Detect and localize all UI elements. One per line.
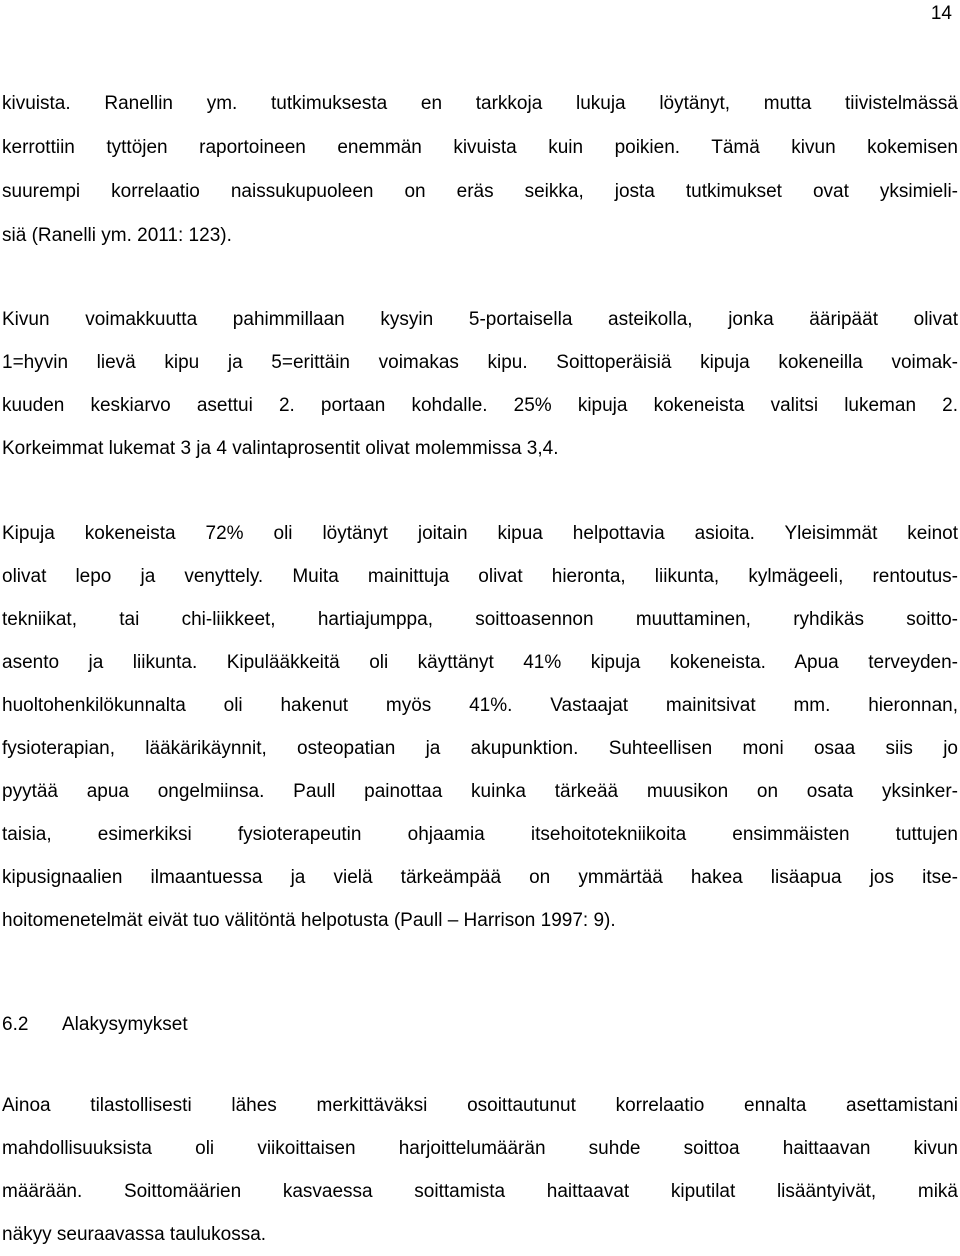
text-line: pyytää apua ongelmiinsa. Paull painottaa kuinka tärkeää muusikon on osata yksinker- bbox=[2, 781, 958, 802]
text-line: näkyy seuraavassa taulukossa. bbox=[2, 1224, 267, 1245]
text-line: määrään. Soittomäärien kasvaessa soittamista haittaavat kiputilat lisääntyivät, mikä bbox=[2, 1181, 958, 1202]
text-line: asento ja liikunta. Kipulääkkeitä oli käyttänyt 41% kipuja kokeneista. Apua terveyden- bbox=[2, 652, 958, 673]
paragraph-correlation bbox=[2, 1084, 958, 1256]
section-heading bbox=[2, 1010, 188, 1040]
section-title: Alakysymykset bbox=[62, 1014, 188, 1035]
text-line: huoltohenkilökunnalta oli hakenut myös 41%. Vastaajat mainitsivat mm. hieronnan, bbox=[2, 695, 958, 716]
text-line: suurempi korrelaatio naissukupuoleen on eräs seikka, josta tutkimukset ovat yksimieli- bbox=[2, 181, 958, 202]
page-number: 14 bbox=[930, 3, 952, 24]
text-line: tekniikat, tai chi-liikkeet, hartiajumppa, soittoasennon muuttaminen, ryhdikäs soitto- bbox=[2, 609, 958, 630]
text-line: 1=hyvin lievä kipu ja 5=erittäin voimakas kipu. Soittoperäisiä kipuja kokeneilla voimak- bbox=[2, 352, 958, 373]
paragraph-pain-intensity bbox=[2, 298, 958, 470]
text-line: Ainoa tilastollisesti lähes merkittäväksi osoittautunut korrelaatio ennalta asettamistani bbox=[2, 1095, 958, 1116]
text-line: mahdollisuuksista oli viikoittaisen harjoittelumäärän suhde soittoa haittaavan kivun bbox=[2, 1138, 958, 1159]
text-line: olivat lepo ja venyttely. Muita mainittuja olivat hieronta, liikunta, kylmägeeli, rentoutus- bbox=[2, 566, 958, 587]
text-line: fysioterapian, lääkärikäynnit, osteopatian ja akupunktion. Suhteellisen moni osaa siis jo bbox=[2, 738, 958, 759]
text-line: kerrottiin tyttöjen raportoineen enemmän kivuista kuin poikien. Tämä kivun kokemisen bbox=[2, 137, 958, 158]
text-line: kipusignaalien ilmaantuessa ja vielä tärkeämpää on ymmärtää hakea lisäapua jos itse- bbox=[2, 867, 958, 888]
paragraph-pain-relief bbox=[2, 512, 958, 942]
section-number: 6.2 bbox=[2, 1014, 29, 1035]
text-line: hoitomenetelmät eivät tuo välitöntä helpotusta (Paull – Harrison 1997: 9). bbox=[2, 910, 616, 931]
text-line: taisia, esimerkiksi fysioterapeutin ohjaamia itsehoitotekniikoita ensimmäisten tuttujen bbox=[2, 824, 958, 845]
text-line: Kivun voimakkuutta pahimmillaan kysyin 5-portaisella asteikolla, jonka ääripäät olivat bbox=[2, 309, 958, 330]
text-line: Korkeimmat lukemat 3 ja 4 valintaprosentit olivat molemmissa 3,4. bbox=[2, 438, 559, 459]
text-line: siä (Ranelli ym. 2011: 123). bbox=[2, 225, 232, 246]
paragraph-pain-gender bbox=[2, 82, 958, 258]
text-line: kuuden keskiarvo asettui 2. portaan kohdalle. 25% kipuja kokeneista valitsi lukeman 2. bbox=[2, 395, 958, 416]
text-line: kivuista. Ranellin ym. tutkimuksesta en tarkkoja lukuja löytänyt, mutta tiivistelmässä bbox=[2, 93, 958, 114]
text-line: Kipuja kokeneista 72% oli löytänyt joitain kipua helpottavia asioita. Yleisimmät keinot bbox=[2, 523, 958, 544]
